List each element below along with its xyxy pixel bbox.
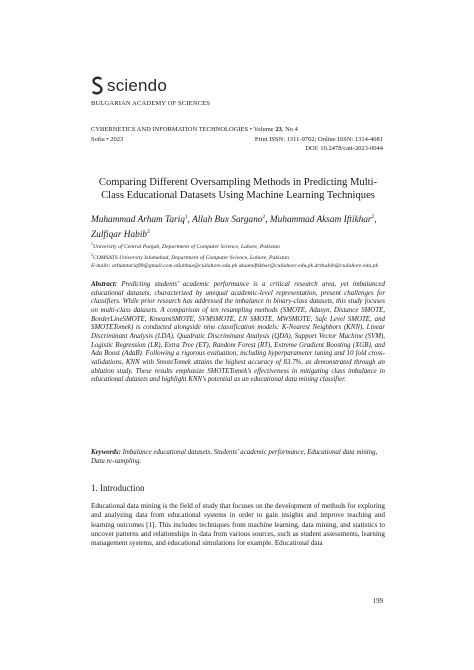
- issn: Print ISSN: 1311-9702; Online ISSN: 1314-4081: [254, 136, 383, 143]
- place-year: Sofia • 2023: [91, 136, 124, 143]
- abstract: [91, 281, 385, 385]
- author-sup: 1: [184, 214, 188, 220]
- affiliation: $^1$University of Central Punjab, Department of Computer Science, Lahore, Pakistan: [91, 241, 280, 250]
- author-name: Muhammad Arham Tariq: [91, 215, 185, 226]
- keywords-label: Keywords:: [91, 449, 121, 456]
- author-name: Zulfiqar Habib: [91, 230, 148, 241]
- publisher-name: sciendo: [107, 76, 167, 95]
- intro-paragraph: Educational data mining is the field of study that focuses on the development of methods for exploring and analyzing data from educational systems in order to gain insights and improve teaching and learning outcomes [1]. This includes techniques from machine learning, data mining, and statistics to uncover patterns and relationships in data from various sources, such as student assessments, learning management systems, and educational simulations for example. Educational data: [91, 502, 385, 548]
- author-name: Muhammad Aksam Iftikhar: [269, 215, 372, 226]
- emails: E-mails: arhamtariq99@gmail.com allahbux@cuilahore.edu.pk aksamiftikhar@cuilahore.edu.pk drzhabib@cuilahore.edu.pk: [91, 262, 378, 269]
- volume-number: 23: [275, 126, 282, 133]
- keywords-text: Imbalance educational datasets, Students’ academic performance, Educational data mining, Data re-sampling.: [91, 449, 378, 465]
- keywords: [91, 449, 385, 466]
- abstract-label: Abstract:: [91, 281, 118, 288]
- author-list: Muhammad Arham Tariq$^1$, Allah Bux Sargano$^2$, Muhammad Aksam Iftikhar$^2$, Zulfiqar Habib$^2$: [91, 214, 377, 241]
- author-sup: 2: [262, 214, 266, 220]
- bullet: •: [249, 126, 253, 133]
- publisher-logo: [91, 76, 167, 96]
- page-number: 199: [372, 598, 383, 605]
- sciendo-logo-icon: [91, 76, 104, 96]
- academy-name: BULGARIAN ACADEMY OF SCIENCES: [91, 100, 210, 107]
- affiliations: [91, 240, 385, 271]
- section-heading: 1. Introduction: [91, 483, 145, 493]
- affiliation: $^2$COMSATS University Islamabad, Department of Computer Science, Lahore, Pakistan: [91, 252, 289, 262]
- journal-line: CYBERNETICS AND INFORMATION TECHNOLOGIES • Volume 23, No 4: [91, 126, 298, 133]
- author-name: Allah Bux Sargano: [192, 215, 263, 226]
- author-sup: 2: [147, 229, 150, 236]
- abstract-text: Predicting students’ academic performance is a critical research area, yet imbalanced educational datasets, characterized by unequal academic-level representation, present challenges for classifiers. While prior research has addressed the imbalance in binary-class datasets, this study focuses on multi-class datasets. A comparison of ten resampling methods (SMOTE, Adasyn, Distance SMOTE, BorderLineSMOTE, KmeansSMOTE, SVMSMOTE, LN SMOTE, MWSMOTE, Safe Level SMOTE, and SMOTETomek) is conducted alongside nine classification models: K-Nearest Neighbors (KNN), Linear Discriminant Analysis (LDA), Quadratic Discriminant Analysis (QDA), Support Vector Machine (SVM), Logistic Regression (LR), Extra Tree (ET), Random Forest (RT), Extreme Gradient Boosting (XGB), and Ada Boost (AdaB). Following a rigorous evaluation, including hyperparameter tuning and 10 fold cross-validations, KNN with SmoteTomek attains the highest accuracy of 83.7%, as demonstrated through an ablation study. These results emphasize SMOTETomek’s effectiveness in mitigating class imbalance in educational datasets and highlight KNN’s potential as an educational data mining classifier.: [91, 281, 385, 384]
- paper-title: Comparing Different Oversampling Methods in Predicting Multi-Class Educational Datasets Using Machine Learning Techniques: [98, 177, 378, 201]
- volume-label: Volume: [253, 126, 274, 133]
- author-sup: 2: [371, 214, 375, 220]
- doi: DOI: 10.2478/cait-2023-0044: [305, 145, 383, 152]
- issue-number: No 4: [285, 126, 298, 133]
- journal-name: CYBERNETICS AND INFORMATION TECHNOLOGIES: [91, 126, 249, 133]
